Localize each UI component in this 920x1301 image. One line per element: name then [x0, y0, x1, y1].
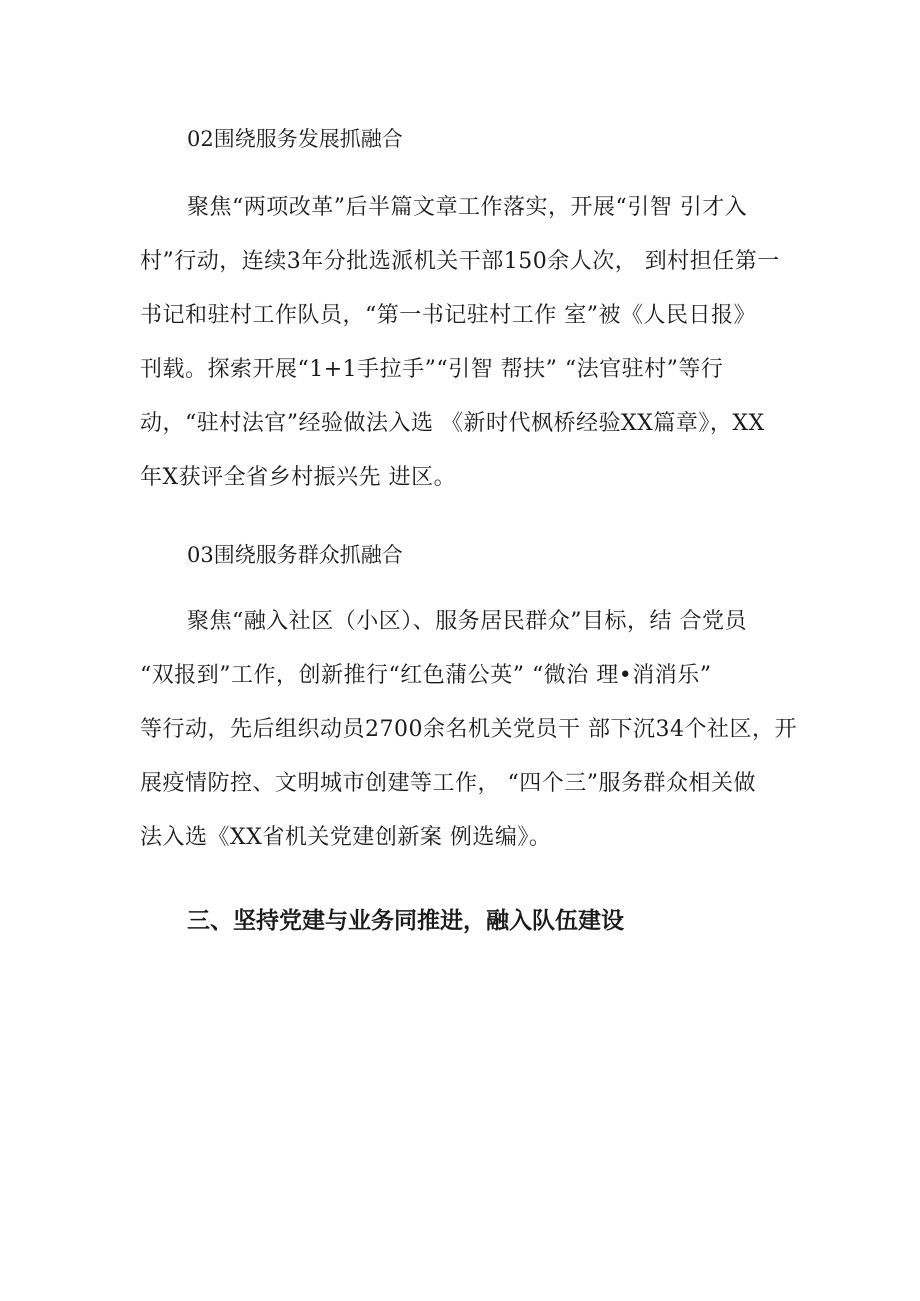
paragraph-line: 年X获评全省乡村振兴先 进区。	[140, 465, 457, 490]
paragraph-line: “双报到”工作，创新推行“红色蒲公英” “微治 理•消消乐”	[140, 663, 712, 688]
paragraph-line: 聚焦“两项改革”后半篇文章工作落实，开展“引智 引才入	[187, 195, 748, 220]
sub-heading-service-masses: 03围绕服务群众抓融合	[187, 543, 403, 567]
paragraph-line: 聚焦“融入社区（小区）、服务居民群众”目标，结 合党员	[187, 609, 747, 634]
paragraph-line: 展疫情防控、文明城市创建等工作， “四个三”服务群众相关做	[140, 771, 756, 796]
paragraph-line: 动，“驻村法官”经验做法入选 《新时代枫桥经验XX篇章》，XX	[140, 411, 765, 436]
paragraph-line: 刊载。探索开展“1+1手拉手”“引智 帮扶” “法官驻村”等行	[140, 357, 724, 382]
sub-heading-service-development: 02围绕服务发展抓融合	[187, 127, 403, 151]
paragraph-line: 书记和驻村工作队员，“第一书记驻村工作 室”被《人民日报》	[140, 303, 756, 328]
paragraph-line: 村”行动，连续3年分批选派机关干部150余人次， 到村担任第一	[140, 249, 780, 274]
paragraph-line: 等行动，先后组织动员2700余名机关党员干 部下沉34个社区，开	[140, 717, 797, 742]
paragraph-line: 法入选《XX省机关党建创新案 例选编》。	[140, 825, 552, 850]
section-title-team-building: 三、坚持党建与业务同推进，融入队伍建设	[187, 908, 624, 934]
